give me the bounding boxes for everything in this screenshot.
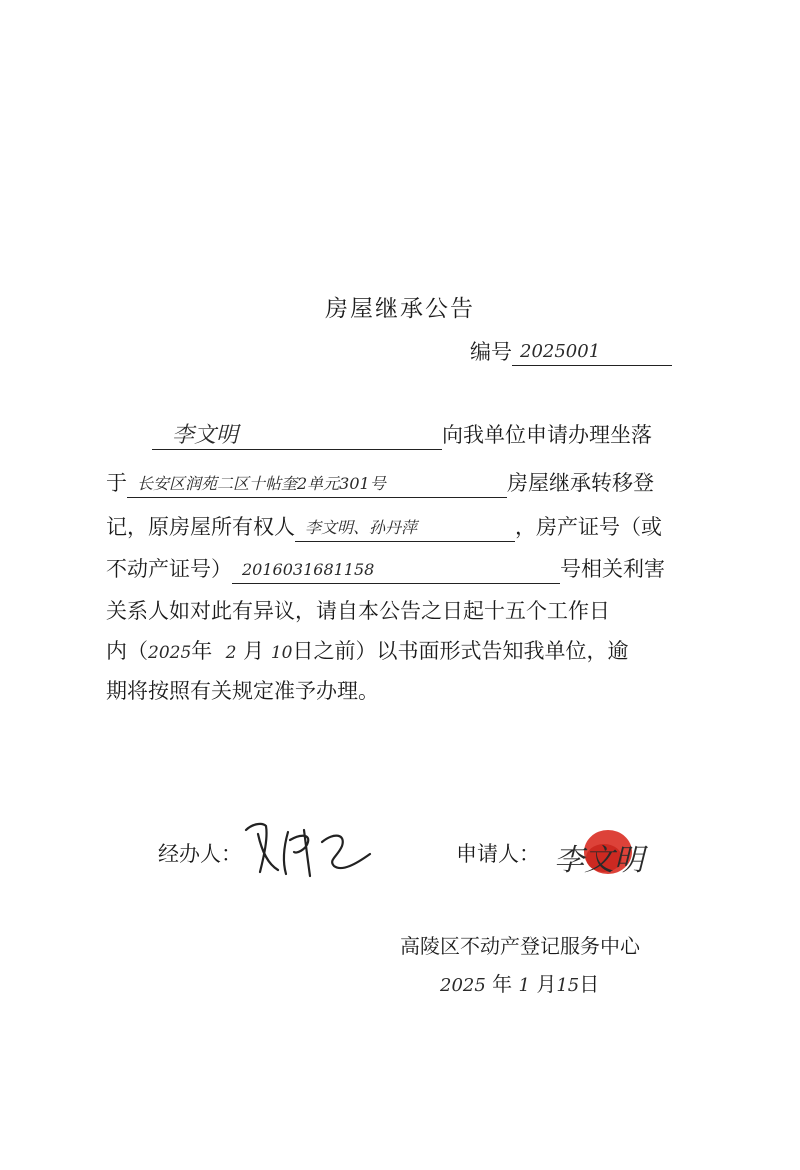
serial-value: 2025001 [512, 339, 672, 366]
text-to-unit: 向我单位申请办理坐落 [442, 423, 652, 447]
date-yue: 月 [536, 972, 557, 996]
date-nian: 年 [492, 972, 513, 996]
body-line-7: 期将按照有关规定准予办理。 [106, 679, 379, 703]
page-title: 房屋继承公告 [325, 296, 475, 322]
address-field: 长安区润苑二区十帖奎2单元301号 [127, 471, 507, 498]
text-related: 号相关利害 [560, 557, 665, 581]
body-line-3 [106, 512, 662, 542]
handler-signature-icon [238, 812, 388, 882]
issue-date [440, 968, 599, 997]
date-month: 1 [518, 975, 530, 996]
deadline-day: 10 [270, 643, 293, 663]
handler-label: 经办人： [158, 842, 242, 866]
serial-number-row [470, 336, 672, 366]
text-nei: 内（ [106, 639, 148, 663]
applicant-signature-seal-icon [552, 822, 672, 892]
deadline-month: 2 [225, 643, 237, 663]
body-line-6 [106, 636, 628, 666]
text-original-owner: 记，原房屋所有权人 [106, 515, 295, 539]
date-ri: 日 [579, 972, 600, 996]
deadline-year: 2025 [148, 643, 192, 663]
applicant-name-field: 李文明 [152, 423, 442, 450]
applicant-label: 申请人： [456, 842, 540, 866]
office-name: 高陵区不动产登记服务中心 [400, 934, 640, 958]
text-cert2: 不动产证号） [106, 557, 232, 581]
body-line-1 [152, 420, 652, 450]
date-year: 2025 [440, 975, 486, 996]
body-line-4 [106, 554, 665, 584]
text-yue: 月 [243, 639, 265, 663]
applicant-signature-text: 李文明 [554, 843, 644, 878]
body-line-5: 关系人如对此有异议，请自本公告之日起十五个工作日 [106, 599, 610, 623]
serial-label: 编号 [470, 340, 512, 364]
cert-number-field: 2016031681158 [232, 557, 560, 584]
owners-field: 李文明、孙丹萍 [295, 515, 515, 542]
text-yu: 于 [106, 471, 127, 495]
text-before: 日之前）以书面形式告知我单位，逾 [292, 639, 629, 663]
body-line-2 [106, 468, 654, 498]
text-transfer: 房屋继承转移登 [507, 471, 654, 495]
text-cert: ，房产证号（或 [515, 515, 662, 539]
text-nian: 年 [191, 639, 213, 663]
date-day: 15 [556, 975, 580, 996]
